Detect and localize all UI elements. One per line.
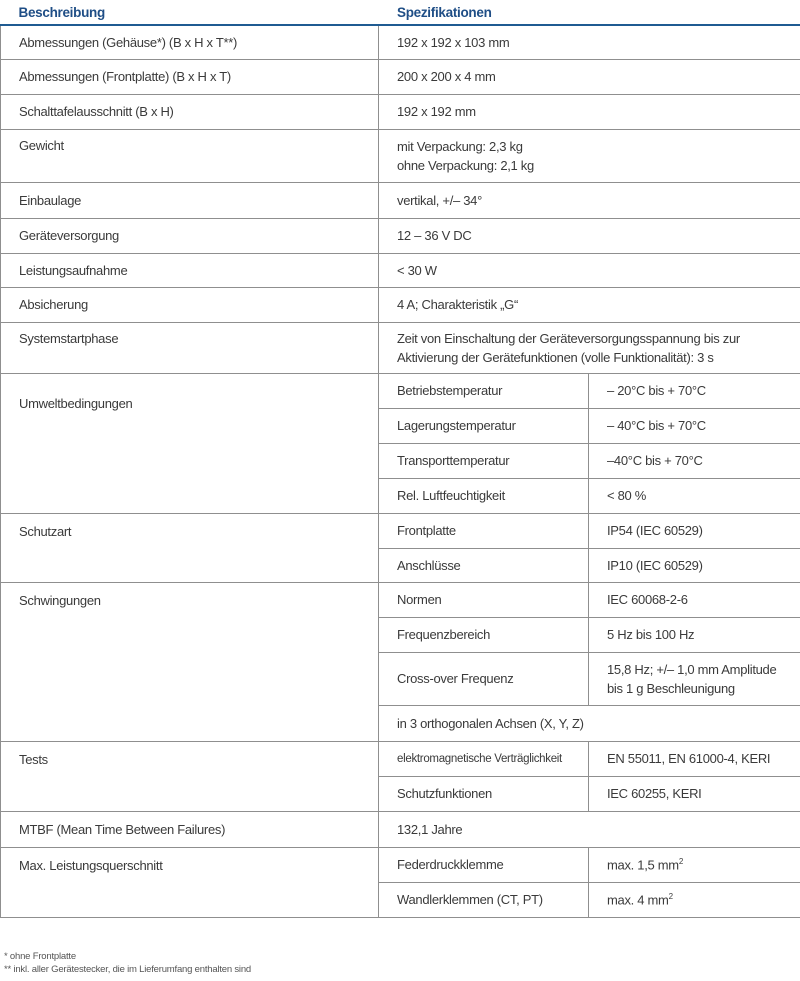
sub-value	[589, 882, 800, 917]
row-label: Gewicht	[1, 129, 379, 182]
row-label: Schwingungen	[1, 582, 379, 741]
row-label: Abmessungen (Gehäuse*) (B x H x T**)	[1, 25, 379, 59]
row-label: MTBF (Mean Time Between Failures)	[1, 811, 379, 847]
table-row	[1, 373, 800, 408]
sub-label: Schutzfunktionen	[379, 776, 589, 811]
sub-label: Transporttemperatur	[379, 443, 589, 478]
value-text: max. 1,5 mm	[607, 857, 679, 873]
table-row	[1, 741, 800, 776]
row-label: Leistungsaufnahme	[1, 253, 379, 287]
sub-value: < 80 %	[589, 478, 800, 513]
table-row	[1, 287, 800, 322]
weight-without-packaging: ohne Verpackung: 2,1 kg	[397, 157, 534, 173]
sub-value: EN 55011, EN 61000-4, KERI	[589, 741, 800, 776]
row-value: 4 A; Charakteristik „G“	[379, 287, 800, 322]
row-label: Systemstartphase	[1, 322, 379, 373]
sub-value: – 40°C bis + 70°C	[589, 408, 800, 443]
weight-with-packaging: mit Verpackung: 2,3 kg	[397, 138, 523, 154]
sub-label: Betriebstemperatur	[379, 373, 589, 408]
table-row	[1, 513, 800, 548]
row-label: Abmessungen (Frontplatte) (B x H x T)	[1, 59, 379, 94]
sub-value: IP54 (IEC 60529)	[589, 513, 800, 548]
row-label: Schalttafelausschnitt (B x H)	[1, 94, 379, 129]
crossover-line-2: bis 1 g Beschleunigung	[607, 680, 735, 696]
row-value: < 30 W	[379, 253, 800, 287]
table-row	[1, 94, 800, 129]
sub-label: Cross-over Frequenz	[379, 652, 589, 705]
header-specifications: Spezifikationen	[379, 0, 800, 25]
table-row	[1, 59, 800, 94]
row-label: Max. Leistungsquerschnitt	[1, 847, 379, 917]
row-label: Schutzart	[1, 513, 379, 582]
sub-label: Rel. Luftfeuchtigkeit	[379, 478, 589, 513]
sub-note: in 3 orthogonalen Achsen (X, Y, Z)	[379, 705, 800, 741]
header-description: Beschreibung	[1, 0, 379, 25]
sub-label: Federdruckklemme	[379, 847, 589, 882]
sub-value: IEC 60068-2-6	[589, 582, 800, 617]
row-value: 192 x 192 x 103 mm	[379, 25, 800, 59]
row-label: Absicherung	[1, 287, 379, 322]
row-value	[379, 129, 800, 182]
sub-label: Lagerungstemperatur	[379, 408, 589, 443]
startup-line-2: Aktivierung der Gerätefunktionen (volle Funktionalität): 3 s	[397, 349, 714, 365]
footnotes	[4, 950, 251, 976]
sub-value	[589, 652, 800, 705]
sub-value: 5 Hz bis 100 Hz	[589, 617, 800, 652]
sub-label: elektromagnetische Verträglichkeit	[379, 741, 589, 776]
row-label: Tests	[1, 741, 379, 811]
sub-value	[589, 847, 800, 882]
row-value: 200 x 200 x 4 mm	[379, 59, 800, 94]
sub-label: Frequenzbereich	[379, 617, 589, 652]
sub-label: Anschlüsse	[379, 548, 589, 582]
row-label: Einbaulage	[1, 182, 379, 218]
startup-line-1: Zeit von Einschaltung der Geräteversorgungsspannung bis zur	[397, 330, 740, 346]
row-label: Geräteversorgung	[1, 218, 379, 253]
sub-value: –40°C bis + 70°C	[589, 443, 800, 478]
table-row	[1, 129, 800, 182]
table-row	[1, 322, 800, 373]
table-row	[1, 182, 800, 218]
sub-label: Wandlerklemmen (CT, PT)	[379, 882, 589, 917]
table-row	[1, 847, 800, 882]
footnote-2: ** inkl. aller Gerätestecker, die im Lieferumfang enthalten sind	[4, 964, 252, 975]
table-row	[1, 582, 800, 617]
table-row	[1, 218, 800, 253]
value-text: max. 4 mm	[607, 892, 669, 908]
superscript: 2	[668, 891, 673, 901]
sub-value: IP10 (IEC 60529)	[589, 548, 800, 582]
table-header-row	[1, 0, 800, 25]
row-value: 132,1 Jahre	[379, 811, 800, 847]
table-row	[1, 25, 800, 59]
row-value: 12 – 36 V DC	[379, 218, 800, 253]
sub-label: Normen	[379, 582, 589, 617]
crossover-line-1: 15,8 Hz; +/– 1,0 mm Amplitude	[607, 661, 777, 677]
row-value	[379, 322, 800, 373]
table-row	[1, 811, 800, 847]
superscript: 2	[678, 856, 683, 866]
sub-value: IEC 60255, KERI	[589, 776, 800, 811]
sub-value: – 20°C bis + 70°C	[589, 373, 800, 408]
table-row	[1, 253, 800, 287]
footnote-1: * ohne Frontplatte	[4, 951, 76, 962]
row-label: Umweltbedingungen	[1, 373, 379, 513]
sub-label: Frontplatte	[379, 513, 589, 548]
row-value: vertikal, +/– 34°	[379, 182, 800, 218]
row-value: 192 x 192 mm	[379, 94, 800, 129]
